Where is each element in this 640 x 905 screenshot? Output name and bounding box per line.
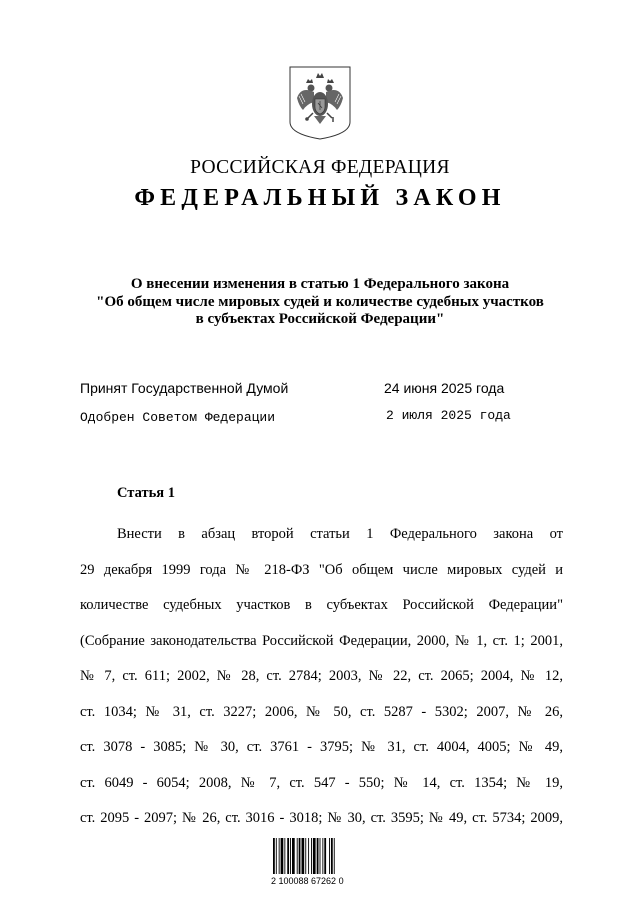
article-line: Внести в абзац второй статьи 1 Федерального закона от xyxy=(117,526,563,542)
coat-of-arms-icon xyxy=(289,66,351,140)
law-title-line: О внесении изменения в статью 1 Федерального закона xyxy=(130,276,510,292)
duma-adoption-date: 24 июня 2025 года xyxy=(384,380,505,396)
article-line: 29 декабря 1999 года № 218-ФЗ "Об общем числе мировых судей и xyxy=(80,561,563,578)
article-body xyxy=(80,517,563,837)
article-line: (Собрание законодательства Российской Федерации, 2000, № 1, ст. 1; 2001, xyxy=(80,632,563,649)
document-type: ФЕДЕРАЛЬНЫЙ ЗАКОН xyxy=(134,185,506,211)
article-line: ст. 1034; № 31, ст. 3227; 2006, № 50, ст. 5287 - 5302; 2007, № 26, xyxy=(80,703,563,720)
article-line: количестве судебных участков в субъектах Российской Федерации" xyxy=(80,597,563,613)
council-approval-label: Одобрен Советом Федерации xyxy=(80,410,276,425)
article-line: ст. 2095 - 2097; № 26, ст. 3016 - 3018; № 30, ст. 3595; № 49, ст. 5734; 2009, xyxy=(80,810,563,826)
council-approval-date: 2 июля 2025 года xyxy=(386,408,511,423)
law-title-line: "Об общем числе мировых судей и количестве судебных участков xyxy=(96,293,544,310)
law-title-line: в субъектах Российской Федерации" xyxy=(195,311,445,327)
country-name: РОССИЙСКАЯ ФЕДЕРАЦИЯ xyxy=(190,157,450,178)
article-line: ст. 3078 - 3085; № 30, ст. 3761 - 3795; № 31, ст. 4004, 4005; № 49, xyxy=(80,739,563,755)
article-heading: Статья 1 xyxy=(117,485,175,501)
duma-adoption-label: Принят Государственной Думой xyxy=(80,380,289,396)
article-line: ст. 6049 - 6054; 2008, № 7, ст. 547 - 550; № 14, ст. 1354; № 19, xyxy=(80,774,563,791)
barcode-number: 2 100088 67262 0 xyxy=(271,876,344,886)
article-line: № 7, ст. 611; 2002, № 28, ст. 2784; 2003, № 22, ст. 2065; 2004, № 12, xyxy=(80,668,563,684)
law-title xyxy=(60,276,580,329)
